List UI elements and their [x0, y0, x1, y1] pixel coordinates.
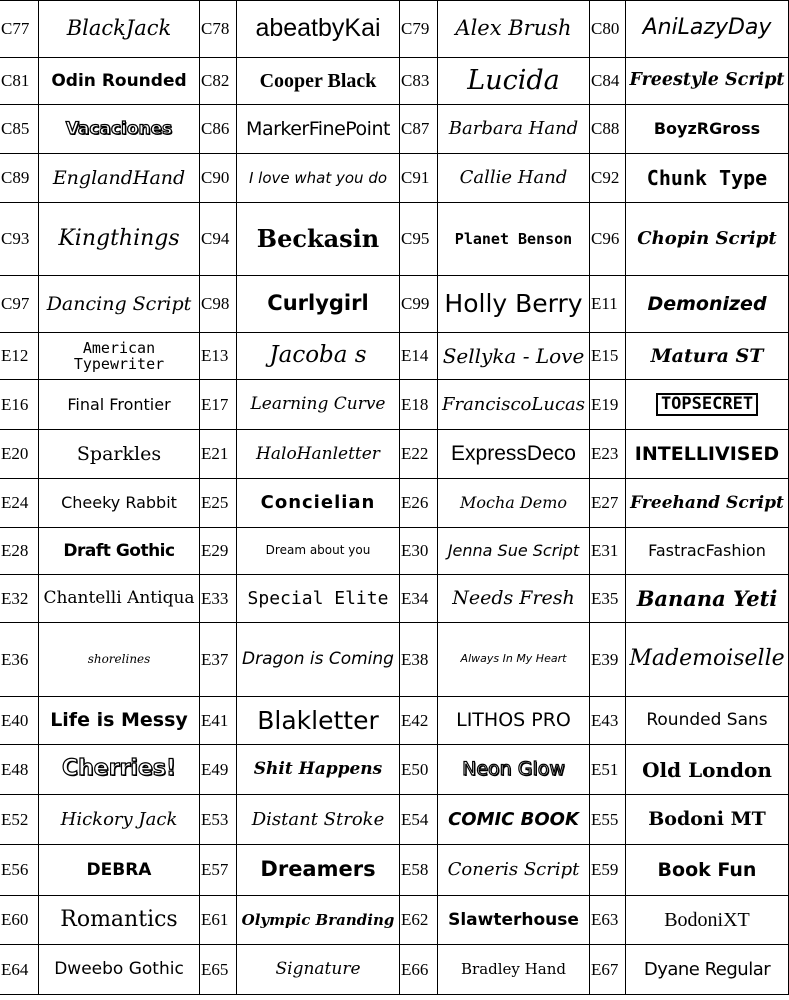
font-sample-cell-e21	[237, 430, 400, 479]
font-sample-c93: Kingthings	[58, 225, 180, 251]
font-sample-cell-e49	[237, 745, 400, 795]
font-code-e27: E27	[590, 479, 626, 528]
font-sample-cell-e56	[39, 845, 200, 896]
font-sample-cell-c99	[438, 276, 590, 333]
font-sample-cell-e15	[626, 333, 789, 380]
font-sample-e41: Blakletter	[257, 705, 379, 735]
font-code-c82: C82	[200, 58, 237, 105]
font-code-e16: E16	[0, 380, 39, 430]
font-sample-cell-c86	[237, 105, 400, 154]
font-code-e26: E26	[400, 479, 438, 528]
font-code-c81: C81	[0, 58, 39, 105]
font-sample-e60: Romantics	[60, 906, 178, 932]
font-sample-c97: Dancing Script	[46, 292, 192, 315]
font-code-c78: C78	[200, 0, 237, 58]
font-sample-e28: Draft Gothic	[63, 540, 175, 561]
font-sample-cell-c77	[39, 0, 200, 58]
font-sample-cell-e30	[438, 528, 590, 575]
font-code-c93: C93	[0, 203, 39, 276]
font-code-e32: E32	[0, 575, 39, 623]
font-sample-e67: Dyane Regular	[643, 958, 771, 980]
font-code-e24: E24	[0, 479, 39, 528]
font-sample-cell-c89	[39, 154, 200, 203]
font-sample-cell-e17	[237, 380, 400, 430]
font-sample-cell-c83	[438, 58, 590, 105]
font-sample-cell-e51	[626, 745, 789, 795]
font-code-e50: E50	[400, 745, 438, 795]
font-sample-e59: Book Fun	[657, 858, 757, 881]
font-sample-cell-c95	[438, 203, 590, 276]
font-code-e22: E22	[400, 430, 438, 479]
font-sample-e26: Mocha Demo	[459, 493, 567, 513]
font-code-e20: E20	[0, 430, 39, 479]
font-sample-e21: HaloHanletter	[256, 443, 380, 464]
font-sample-cell-e11	[626, 276, 789, 333]
font-sample-cell-e33	[237, 575, 400, 623]
font-sample-cell-c90	[237, 154, 400, 203]
font-sample-cell-e18	[438, 380, 590, 430]
font-sample-cell-c84	[626, 58, 789, 105]
font-code-c79: C79	[400, 0, 438, 58]
font-sample-cell-c82	[237, 58, 400, 105]
font-sample-c90: I love what you do	[248, 168, 388, 187]
font-code-e38: E38	[400, 623, 438, 697]
font-sample-cell-e31	[626, 528, 789, 575]
font-sample-e40: Life is Messy	[50, 709, 188, 732]
font-sample-e52: Hickory Jack	[60, 808, 178, 830]
font-code-e17: E17	[200, 380, 237, 430]
font-sample-cell-e39	[626, 623, 789, 697]
font-sample-cell-c97	[39, 276, 200, 333]
font-sample-e54: COMIC BOOK	[448, 808, 579, 830]
font-sample-cell-c94	[237, 203, 400, 276]
font-code-e39: E39	[590, 623, 626, 697]
font-sample-cell-c92	[626, 154, 789, 203]
font-code-e31: E31	[590, 528, 626, 575]
font-sample-cell-e19	[626, 380, 789, 430]
font-code-e21: E21	[200, 430, 237, 479]
font-sample-e24: Cheeky Rabbit	[61, 493, 177, 513]
font-sample-cell-e67	[626, 945, 789, 995]
font-sample-e39: Mademoiselle	[629, 646, 785, 672]
font-sample-cell-e25	[237, 479, 400, 528]
font-code-e11: E11	[590, 276, 626, 333]
font-sample-e18: FranciscoLucas	[441, 393, 585, 415]
font-sample-cell-c80	[626, 0, 789, 58]
font-sample-c94: Beckasin	[256, 223, 380, 253]
font-code-c94: C94	[200, 203, 237, 276]
font-code-c91: C91	[400, 154, 438, 203]
font-code-e54: E54	[400, 795, 438, 845]
font-sample-c92: Chunk Type	[646, 166, 768, 190]
font-sample-e61: Olympic Branding	[241, 910, 395, 929]
font-sample-e16: Final Frontier	[67, 394, 171, 414]
font-code-c86: C86	[200, 105, 237, 154]
font-sample-e12: American Typewriter	[73, 338, 165, 373]
font-sample-cell-e27	[626, 479, 789, 528]
font-sample-c91: Callie Hand	[459, 167, 568, 189]
font-sample-e34: Needs Fresh	[452, 587, 575, 610]
font-sample-c96: Chopin Script	[637, 228, 777, 250]
font-code-c97: C97	[0, 276, 39, 333]
font-code-c92: C92	[590, 154, 626, 203]
font-sample-cell-e42	[438, 697, 590, 745]
font-code-e51: E51	[590, 745, 626, 795]
font-code-c85: C85	[0, 105, 39, 154]
font-code-e43: E43	[590, 697, 626, 745]
font-sample-e51: Old London	[642, 757, 772, 782]
font-sample-cell-c91	[438, 154, 590, 203]
font-code-e57: E57	[200, 845, 237, 896]
font-sample-e50: Neon Glow	[462, 758, 565, 781]
font-sample-cell-e59	[626, 845, 789, 896]
font-sample-cell-e62	[438, 896, 590, 945]
font-sample-e49: Shit Happens	[253, 759, 383, 780]
font-sample-e25: Concielian	[260, 492, 376, 514]
font-sample-e13: Jacoba s	[269, 342, 367, 369]
font-sample-cell-c96	[626, 203, 789, 276]
font-sample-c77: BlackJack	[66, 15, 172, 40]
font-sample-e57: Dreamers	[260, 857, 376, 882]
font-sample-e30: Jenna Sue Script	[447, 541, 580, 561]
font-sample-cell-e13	[237, 333, 400, 380]
font-sample-cell-c85	[39, 105, 200, 154]
font-sample-e23: INTELLIVISED	[634, 442, 780, 465]
font-code-c89: C89	[0, 154, 39, 203]
font-sample-e55: Bodoni MT	[648, 808, 766, 831]
font-sample-cell-e65	[237, 945, 400, 995]
font-sample-cell-c93	[39, 203, 200, 276]
font-sample-cell-e38	[438, 623, 590, 697]
font-sample-cell-e64	[39, 945, 200, 995]
font-code-c87: C87	[400, 105, 438, 154]
font-sample-e32: Chantelli Antiqua	[43, 588, 195, 609]
font-sample-cell-c87	[438, 105, 590, 154]
font-code-e61: E61	[200, 896, 237, 945]
font-sample-e17: Learning Curve	[250, 394, 386, 415]
font-sample-e48: Cherries!	[61, 756, 177, 782]
font-code-e59: E59	[590, 845, 626, 896]
font-code-e14: E14	[400, 333, 438, 380]
font-sample-cell-e32	[39, 575, 200, 623]
font-code-e30: E30	[400, 528, 438, 575]
font-sample-cell-e58	[438, 845, 590, 896]
font-sample-e66: Bradley Hand	[461, 960, 566, 979]
font-sample-c79: Alex Brush	[455, 15, 572, 40]
font-code-e65: E65	[200, 945, 237, 995]
font-sample-c81: Odin Rounded	[51, 70, 187, 91]
font-code-e18: E18	[400, 380, 438, 430]
font-sample-cell-e29	[237, 528, 400, 575]
font-sample-cell-e66	[438, 945, 590, 995]
font-sample-e64: Dweebo Gothic	[54, 959, 184, 980]
font-code-c80: C80	[590, 0, 626, 58]
font-sample-cell-e41	[237, 697, 400, 745]
font-code-e42: E42	[400, 697, 438, 745]
font-sample-e19: TOPSECRET	[656, 393, 758, 417]
font-code-e60: E60	[0, 896, 39, 945]
font-code-e41: E41	[200, 697, 237, 745]
font-code-e56: E56	[0, 845, 39, 896]
font-sample-c82: Cooper Black	[259, 70, 377, 92]
font-code-e33: E33	[200, 575, 237, 623]
font-sample-e35: Banana Yeti	[636, 585, 778, 611]
font-sample-c84: Freestyle Script	[629, 70, 785, 91]
font-code-e40: E40	[0, 697, 39, 745]
font-code-e28: E28	[0, 528, 39, 575]
font-code-e53: E53	[200, 795, 237, 845]
font-sample-cell-e24	[39, 479, 200, 528]
font-code-e29: E29	[200, 528, 237, 575]
font-sample-cell-c88	[626, 105, 789, 154]
font-sample-c98: Curlygirl	[267, 291, 369, 316]
font-sample-cell-c98	[237, 276, 400, 333]
font-code-c84: C84	[590, 58, 626, 105]
font-sample-e53: Distant Stroke	[251, 808, 385, 830]
font-sample-c80: AniLazyDay	[642, 15, 772, 41]
font-code-e58: E58	[400, 845, 438, 896]
font-code-e23: E23	[590, 430, 626, 479]
font-sample-e42: LITHOS PRO	[456, 709, 571, 732]
font-code-c77: C77	[0, 0, 39, 58]
font-code-c98: C98	[200, 276, 237, 333]
font-sample-c99: Holly Berry	[444, 289, 583, 319]
font-sample-e65: Signature	[275, 959, 361, 980]
font-code-e48: E48	[0, 745, 39, 795]
font-sample-c83: Lucida	[467, 65, 560, 97]
font-code-e12: E12	[0, 333, 39, 380]
font-sample-e38: Always In My Heart	[460, 652, 567, 666]
font-sample-cell-e35	[626, 575, 789, 623]
font-code-c95: C95	[400, 203, 438, 276]
font-code-e15: E15	[590, 333, 626, 380]
font-sample-c88: BoyzRGross	[653, 119, 761, 139]
font-code-c90: C90	[200, 154, 237, 203]
font-sample-e22: ExpressDeco	[451, 442, 576, 466]
font-sample-cell-e26	[438, 479, 590, 528]
font-code-e67: E67	[590, 945, 626, 995]
font-code-e64: E64	[0, 945, 39, 995]
font-sample-cell-e28	[39, 528, 200, 575]
font-sample-cell-e57	[237, 845, 400, 896]
font-sample-cell-e52	[39, 795, 200, 845]
font-sample-e14: Sellyka - Love	[442, 344, 585, 368]
font-sample-cell-e63	[626, 896, 789, 945]
font-sample-cell-e54	[438, 795, 590, 845]
font-sample-cell-e37	[237, 623, 400, 697]
font-sample-cell-e48	[39, 745, 200, 795]
font-code-e35: E35	[590, 575, 626, 623]
font-sample-cell-e16	[39, 380, 200, 430]
font-sample-cell-e61	[237, 896, 400, 945]
font-sample-cell-c81	[39, 58, 200, 105]
font-code-e13: E13	[200, 333, 237, 380]
font-sample-e62: Slawterhouse	[448, 909, 579, 930]
font-sample-c86: MarkerFinePoint	[246, 117, 390, 140]
font-sample-e63: BodoniXT	[664, 909, 750, 931]
font-sample-c95: Planet Benson	[454, 229, 573, 248]
font-code-e36: E36	[0, 623, 39, 697]
font-sample-cell-e14	[438, 333, 590, 380]
font-code-e19: E19	[590, 380, 626, 430]
font-sample-cell-e40	[39, 697, 200, 745]
font-code-c88: C88	[590, 105, 626, 154]
font-sample-e36: shorelines	[87, 651, 151, 666]
font-sample-cell-e36	[39, 623, 200, 697]
font-code-e34: E34	[400, 575, 438, 623]
font-sample-e11: Demonized	[647, 292, 767, 315]
font-code-e25: E25	[200, 479, 237, 528]
font-sample-e27: Freehand Script	[630, 492, 784, 513]
font-sample-c87: Barbara Hand	[448, 118, 579, 140]
font-sample-cell-e43	[626, 697, 789, 745]
font-sample-cell-c79	[438, 0, 590, 58]
font-sample-e37: Dragon is Coming	[242, 649, 394, 670]
font-sample-cell-e20	[39, 430, 200, 479]
font-sample-e29: Dream about you	[265, 543, 371, 558]
font-code-e66: E66	[400, 945, 438, 995]
font-code-e55: E55	[590, 795, 626, 845]
font-sample-c85: Vacaciones	[65, 118, 173, 139]
font-sample-e31: FastracFashion	[648, 541, 766, 561]
font-sample-e43: Rounded Sans	[646, 710, 768, 731]
font-sample-e20: Sparkles	[76, 442, 162, 465]
font-sample-e56: DEBRA	[86, 859, 152, 880]
font-sample-cell-e34	[438, 575, 590, 623]
font-code-c96: C96	[590, 203, 626, 276]
font-sample-cell-e22	[438, 430, 590, 479]
font-sample-e33: Special Elite	[247, 587, 389, 609]
font-sample-cell-c78	[237, 0, 400, 58]
font-sample-e58: Coneris Script	[447, 859, 580, 881]
font-sample-cell-e60	[39, 896, 200, 945]
font-sample-cell-e23	[626, 430, 789, 479]
font-sample-cell-e53	[237, 795, 400, 845]
font-sample-cell-e50	[438, 745, 590, 795]
font-code-e37: E37	[200, 623, 237, 697]
font-code-e62: E62	[400, 896, 438, 945]
font-sample-c78: abeatbyKai	[255, 13, 381, 42]
font-code-e49: E49	[200, 745, 237, 795]
font-sample-cell-e55	[626, 795, 789, 845]
font-sample-e15: Matura ST	[650, 344, 764, 367]
font-code-c83: C83	[400, 58, 438, 105]
font-sample-cell-e12	[39, 333, 200, 380]
font-code-e63: E63	[590, 896, 626, 945]
font-code-c99: C99	[400, 276, 438, 333]
font-code-e52: E52	[0, 795, 39, 845]
font-sample-c89: EnglandHand	[52, 166, 186, 189]
